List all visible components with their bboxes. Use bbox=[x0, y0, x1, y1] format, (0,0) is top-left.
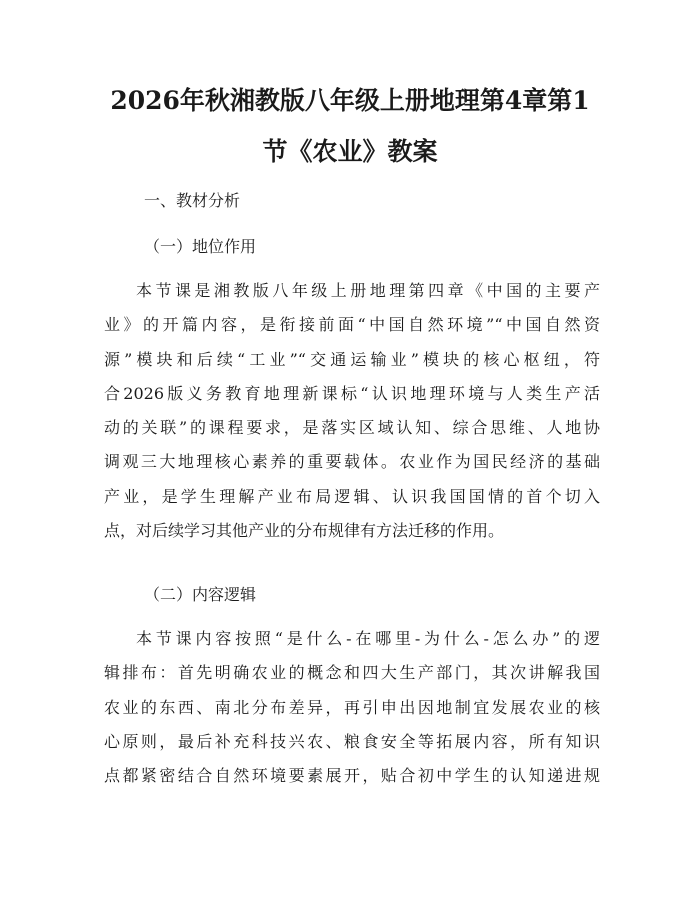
paragraph-line: 源”模块和后续“工业”“交通运输业”模块的核心枢纽，符 bbox=[104, 349, 600, 369]
paragraph-line: 点，对后续学习其他产业的分布规律有方法迁移的作用。 bbox=[104, 521, 505, 541]
paragraph-line: 动的关联”的课程要求，是落实区域认知、综合思维、人地协 bbox=[104, 418, 600, 438]
paragraph-line: 本节课内容按照“是什么-在哪里-为什么-怎么办”的逻 bbox=[136, 629, 600, 648]
paragraph-line: 农业的东西、南北分布差异，再引申出因地制宜发展农业的核 bbox=[104, 697, 600, 717]
document-title-line-1: 2026年秋湘教版八年级上册地理第4章第1 bbox=[110, 86, 590, 115]
section-heading-teaching-material-analysis: 一、教材分析 bbox=[144, 191, 241, 210]
paragraph-line: 点都紧密结合自然环境要素展开，贴合初中学生的认知递进规 bbox=[104, 766, 600, 786]
paragraph-line: 业》的开篇内容，是衔接前面“中国自然环境”“中国自然资 bbox=[104, 315, 600, 335]
subsection-heading-position-role: （一）地位作用 bbox=[144, 237, 257, 256]
paragraph-line: 心原则，最后补充科技兴农、粮食安全等拓展内容，所有知识 bbox=[104, 731, 600, 751]
subsection-heading-content-logic: （二）内容逻辑 bbox=[144, 585, 257, 604]
paragraph-line: 产业，是学生理解产业布局逻辑、认识我国国情的首个切入 bbox=[104, 486, 600, 506]
paragraph-line: 辑排布：首先明确农业的概念和四大生产部门，其次讲解我国 bbox=[104, 663, 600, 683]
paragraph-content-logic bbox=[104, 622, 600, 793]
paragraph-line: 合2026版义务教育地理新课标“认识地理环境与人类生产活 bbox=[104, 383, 600, 403]
paragraph-position-role bbox=[104, 274, 600, 548]
document-title-line-2: 节《农业》教案 bbox=[262, 137, 438, 166]
paragraph-line: 调观三大地理核心素养的重要载体。农业作为国民经济的基础 bbox=[104, 452, 600, 472]
paragraph-line: 本节课是湘教版八年级上册地理第四章《中国的主要产 bbox=[136, 281, 600, 300]
